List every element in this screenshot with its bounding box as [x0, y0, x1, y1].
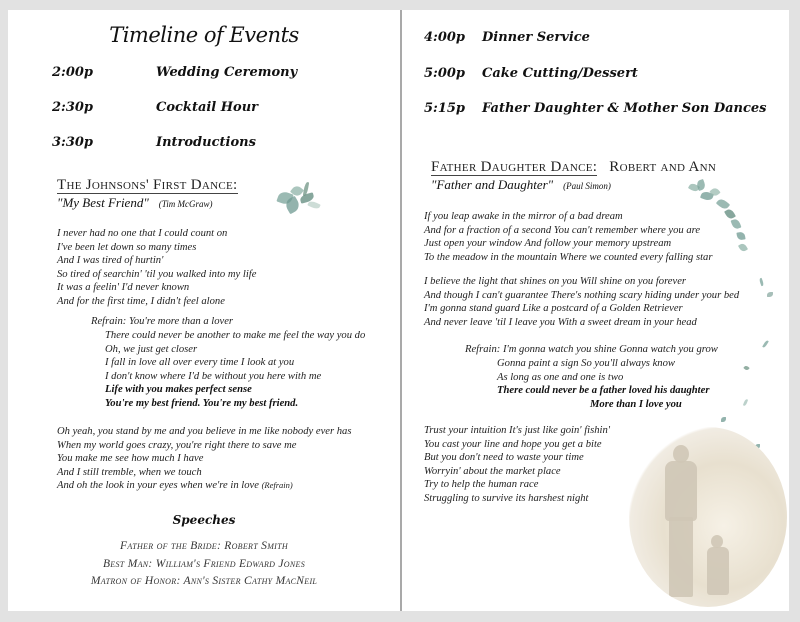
event-time: 2:00p	[52, 65, 94, 80]
lyric-line-bold: Life with you makes perfect sense	[105, 384, 252, 395]
lyric-line: I don't know where I'd be without you here with me	[105, 370, 322, 382]
lyric-line: Worryin' about the market place	[424, 465, 561, 477]
falling-petal-icon	[721, 417, 726, 422]
falling-petal-icon	[767, 292, 773, 297]
refrain-marker: (Refrain)	[261, 480, 293, 490]
speeches-title: Speeches	[172, 513, 236, 527]
song-title: "Father and Daughter"	[431, 177, 554, 192]
lyric-line: Try to help the human race	[424, 479, 539, 490]
first-dance-heading-text: The Johnsons' First Dance:	[57, 177, 238, 193]
lyric-line: As long as one and one is two	[497, 371, 624, 383]
lyric-line: I'm gonna stand guard Like a postcard of a Golden Retriever	[424, 303, 683, 314]
lyric-line: And I still tremble, when we touch	[57, 466, 202, 478]
lyric-line: I fall in love all over every time I look at you	[105, 357, 295, 368]
event-time: 3:30p	[52, 135, 94, 150]
speech-line: Matron of Honor: Ann's Sister Cathy MacNeil	[90, 575, 318, 587]
lyric-line: To the meadow in the mountain Where we counted every falling star	[424, 251, 713, 263]
lyric-text: And oh the look in your eyes when we're in love	[57, 480, 259, 491]
father-daughter-heading-text: Father Daughter Dance:	[431, 159, 598, 175]
event-name: Father Daughter & Mother Son Dances	[482, 101, 767, 116]
lyric-line: There could never be another to make me feel the way you do	[105, 330, 366, 341]
lyric-line: Struggling to survive its harshest night	[424, 492, 589, 504]
lyric-line-bold: More than I love you	[590, 398, 682, 410]
left-page	[8, 10, 400, 611]
event-name: Cake Cutting/Dessert	[482, 66, 638, 81]
lyric-line-bold: There could never be a father loved his daughter	[497, 385, 710, 396]
falling-petal-icon	[743, 365, 749, 371]
lyric-line-bold: You're my best friend. You're my best friend.	[105, 397, 299, 409]
song-artist: (Paul Simon)	[563, 181, 611, 191]
lyric-line: When my world goes crazy, you're right there to save me	[57, 439, 297, 451]
timeline-title: Timeline of Events	[109, 23, 299, 47]
eucalyptus-leaf-icon	[276, 178, 326, 218]
lyric-line: Refrain: You're more than a lover	[91, 316, 234, 327]
first-dance-heading	[57, 177, 238, 194]
father-silhouette-legs	[669, 517, 693, 597]
father-daughter-song	[431, 177, 611, 193]
first-dance-verse-1	[57, 227, 256, 308]
event-time: 5:00p	[424, 66, 466, 81]
lyric-line: Trust your intuition It's just like goin' fishin'	[424, 425, 611, 436]
lyric-line: I believe the light that shines on you Will shine on you forever	[424, 276, 687, 287]
couple-names: Robert and Ann	[609, 159, 717, 175]
right-page	[402, 10, 789, 611]
lyric-line: Refrain: I'm gonna watch you shine Gonna watch you grow	[465, 344, 718, 355]
speech-line: Best Man: William's Friend Edward Jones	[102, 558, 306, 570]
event-name: Dinner Service	[482, 30, 590, 45]
father-daughter-verse-3	[424, 424, 610, 505]
lyric-line: You make me see how much I have	[57, 453, 204, 464]
lyric-line: Oh, we just get closer	[105, 343, 198, 355]
lyric-line: And I was tired of hurtin'	[57, 255, 164, 266]
first-dance-refrain	[105, 329, 365, 410]
father-daughter-verse-2	[424, 275, 739, 329]
first-dance-song	[57, 195, 213, 211]
lyric-line: And though I can't guarantee There's nothing scary hiding under your bed	[424, 289, 740, 301]
father-silhouette-body	[665, 461, 697, 521]
lyric-line: So tired of searchin' 'til you walked into my life	[57, 268, 257, 280]
song-title: "My Best Friend"	[57, 195, 149, 210]
song-artist: (Tim McGraw)	[158, 199, 213, 209]
lyric-line: And for the first time, I didn't feel alone	[57, 295, 225, 307]
father-daughter-refrain-label	[465, 343, 718, 357]
lyric-line: You cast your line and hope you get a bite	[424, 438, 602, 450]
falling-petal-icon	[762, 340, 769, 348]
lyric-line: Oh yeah, you stand by me and you believe in me like nobody ever has	[57, 426, 352, 437]
father-daughter-verse-1	[424, 210, 712, 264]
lyric-line: I never had no one that I could count on	[57, 228, 228, 239]
event-name: Wedding Ceremony	[156, 65, 298, 80]
lyric-line: I've been let down so many times	[57, 241, 197, 253]
lyric-line: If you leap awake in the mirror of a bad dream	[424, 211, 623, 222]
speech-line: Father of the Bride: Robert Smith	[120, 540, 288, 552]
lyric-line: And for a fraction of a second You can't remember where you are	[424, 224, 701, 236]
event-name: Introductions	[156, 135, 256, 150]
falling-petal-icon	[759, 278, 765, 287]
first-dance-verse-2	[57, 425, 351, 493]
lyric-line: But you don't need to waste your time	[424, 452, 584, 463]
event-time: 5:15p	[424, 101, 466, 116]
lyric-line: It was a feelin' I'd never known	[57, 282, 190, 293]
event-time: 4:00p	[424, 30, 466, 45]
father-daughter-photo	[629, 427, 787, 607]
falling-petal-icon	[743, 399, 748, 407]
lyric-line: And never leave 'til I leave you With a sweet dream in your head	[424, 316, 697, 328]
first-dance-refrain-label	[91, 315, 233, 329]
father-daughter-refrain	[497, 357, 709, 411]
daughter-silhouette-body	[707, 547, 729, 595]
lyric-line: Gonna paint a sign So you'll always know	[497, 358, 675, 369]
program-sheet	[8, 10, 789, 611]
lyric-line	[57, 479, 351, 493]
event-name: Cocktail Hour	[156, 100, 259, 115]
father-daughter-heading	[431, 159, 716, 176]
lyric-line: Just open your window And follow your memory upstream	[424, 238, 672, 249]
event-time: 2:30p	[52, 100, 94, 115]
